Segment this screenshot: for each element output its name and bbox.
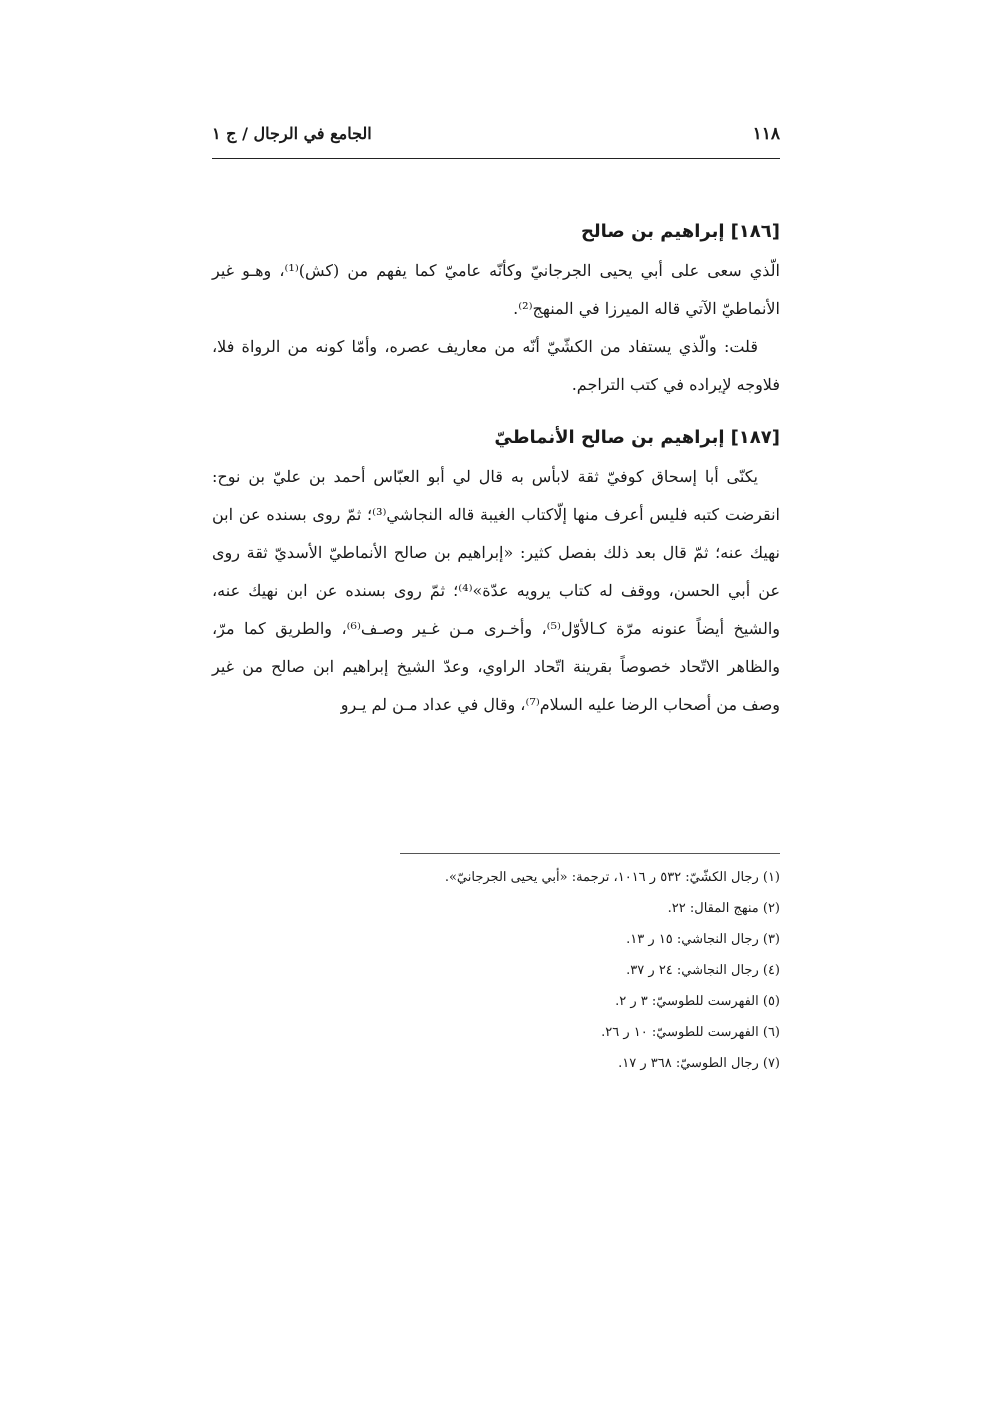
footnotes (400, 853, 780, 1079)
entry-heading (212, 418, 780, 458)
entry-186 (212, 212, 780, 404)
footnote: (٤) رجال النجاشي: ٢٤ ر ٣٧. (626, 963, 780, 978)
entry-name: إبراهيم بن صالح (580, 221, 725, 242)
entry-number: [١٨٧] (730, 427, 780, 448)
running-title: الجامع في الرجال / ج ١ (212, 124, 372, 143)
footnote: (٣) رجال النجاشي: ١٥ ر ١٣. (626, 932, 780, 947)
entry-name: إبراهيم بن صالح الأنماطيّ (494, 427, 725, 448)
main-text (212, 212, 780, 724)
paragraph: الّذي سعى على أبي يحيى الجرجانيّ وكأنّه عاميّ كما يفهم من (كش)⁽¹⁾، وهـو غير الأنماطيّ الآتي قاله الميرزا في المنهج⁽²⁾. (212, 261, 781, 318)
page-header (212, 118, 780, 159)
footnote: (٢) منهج المقال: ٢٢. (667, 901, 780, 916)
paragraph: قلت: والّذي يستفاد من الكشّيّ أنّه من معاريف عصره، وأمّا كونه من الرواة فلا، فلاوجه لإيراده في كتب التراجم. (212, 337, 780, 394)
page-number: ١١٨ (752, 124, 780, 144)
entry-number: [١٨٦] (730, 221, 780, 242)
footnote: (٦) الفهرست للطوسيّ: ١٠ ر ٢٦. (601, 1025, 780, 1040)
entry-heading (212, 212, 780, 252)
footnote: (١) رجال الكشّيّ: ٥٣٢ ر ١٠١٦، ترجمة: «أبي يحيى الجرجانيّ». (444, 870, 780, 885)
footnote: (٧) رجال الطوسيّ: ٣٦٨ ر ١٧. (618, 1056, 780, 1071)
entry-187 (212, 418, 780, 724)
paragraph: يكنّى أبا إسحاق كوفيّ ثقة لابأس به قال لي أبو العبّاس أحمد بن عليّ بن نوح: انقرضت كتبه فليس أعرف منها إلّاكتاب الغيبة قاله النجاشي⁽³⁾؛ ثمّ روى بسنده عن ابن نهيك عنه؛ ثمّ قال بعد ذلك بفصل كثير: «إبراهيم بن صالح الأنماطيّ الأسديّ ثقة روى عن أبي الحسن، ووقف له كتاب يرويه عدّة»⁽⁴⁾؛ ثمّ روى بسنده عن ابن نهيك عنه، والشيخ أيضاً عنونه مرّة كـالأوّل⁽⁵⁾، وأخـرى مـن غـير وصـف⁽⁶⁾، والطريق كما مرّ، والظاهر الاتّحاد خصوصاً بقرينة اتّحاد الراوي، وعدّ الشيخ إبراهيم ابن صالح من غير وصف من أصحاب الرضا عليه السلام⁽⁷⁾، وقال في عداد مـن لم يـرو (212, 467, 781, 714)
footnote: (٥) الفهرست للطوسيّ: ٣ ر ٢. (615, 994, 780, 1009)
